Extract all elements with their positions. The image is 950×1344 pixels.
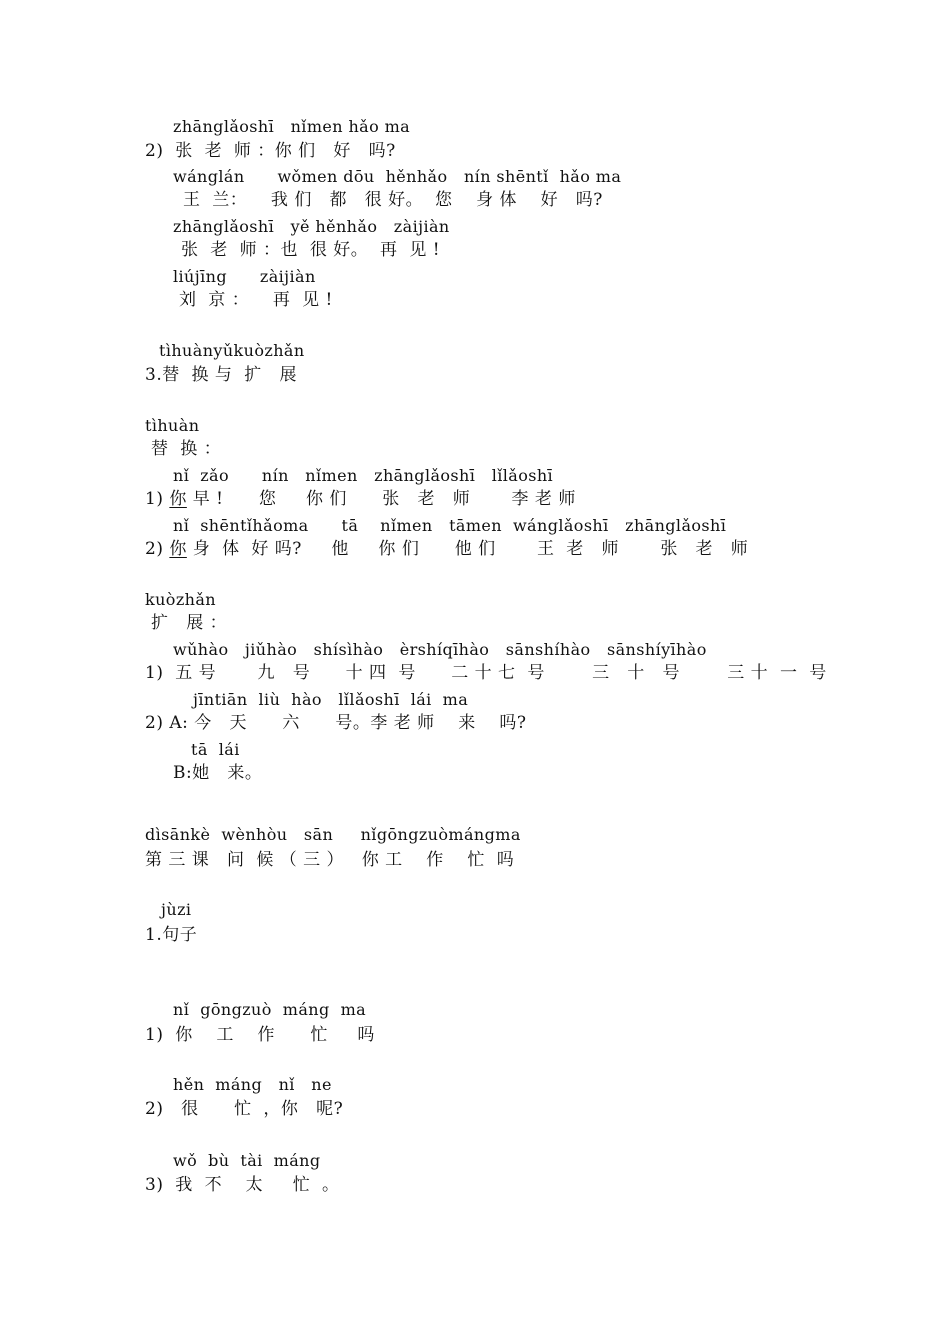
pinyin-line: zhānglǎoshī nǐmen hǎo ma: [173, 117, 411, 136]
pinyin-line: liújīng zàijiàn: [173, 267, 316, 286]
hanzi-line: 2) 张 老 师 ：你 们 好 吗?: [145, 141, 396, 161]
hanzi-line: 2) A: 今 天 六 号。李 老 师 来 吗?: [145, 713, 527, 733]
subheading: 扩 展 ：: [151, 613, 228, 633]
substitution-word: 你: [169, 489, 187, 509]
sentence-rest: 身 体 好 吗? 他 你 们 他 们 王 老 师 张 老 师: [186, 539, 749, 559]
section-title-pinyin: tìhuànyǔkuòzhǎn: [159, 341, 305, 360]
pinyin-line: nǐ gōngzuò máng ma: [173, 1000, 367, 1019]
subheading: 替 换 ：: [151, 439, 222, 459]
pinyin-line: jīntiān liù hào lǐlǎoshī lái ma: [193, 690, 469, 709]
pinyin-line: zhānglǎoshī yě hěnhǎo zàijiàn: [173, 217, 450, 236]
lesson-title: 第 三 课 问 候 （ 三 ） 你 工 作 忙 吗: [145, 850, 515, 870]
substitution-word: 你: [169, 539, 187, 559]
hanzi-line: B:她 来。: [173, 763, 263, 783]
hanzi-line: [145, 491, 576, 508]
subheading-pinyin: tìhuàn: [145, 416, 200, 435]
hanzi-line: 王 兰： 我 们 都 很 好。 您 身 体 好 吗?: [183, 190, 603, 210]
hanzi-line: 1) 你 工 作 忙 吗: [145, 1025, 375, 1045]
pinyin-line: nǐ shēntǐhǎoma tā nǐmen tāmen wánglǎoshī zhānglǎoshī: [173, 516, 727, 535]
pinyin-line: wánglán wǒmen dōu hěnhǎo nín shēntǐ hǎo ma: [173, 167, 622, 186]
item-number: 2): [145, 539, 164, 559]
hanzi-line: 1) 五 号 九 号 十 四 号 二 十 七 号 三 十 号 三 十 一 号: [145, 663, 827, 683]
subheading-pinyin: kuòzhǎn: [145, 590, 217, 609]
hanzi-line: 张 老 师 ：也 很 好。 再 见 !: [181, 240, 441, 260]
section-title-pinyin: jùzi: [161, 900, 192, 919]
section-title: 3.替 换 与 扩 展: [145, 365, 297, 385]
pinyin-line: hěn máng nǐ ne: [173, 1075, 332, 1094]
pinyin-line: nǐ zǎo nín nǐmen zhānglǎoshī lǐlǎoshī: [173, 466, 554, 485]
item-number: 1): [145, 489, 164, 509]
hanzi-line: 刘 京 ： 再 见 !: [179, 290, 333, 310]
section-title: 1.句子: [145, 925, 198, 945]
sentence-rest: 早 ! 您 你 们 张 老 师 李 老 师: [186, 489, 576, 509]
hanzi-line: 3) 我 不 太 忙 。: [145, 1175, 340, 1195]
pinyin-line: tā lái: [191, 740, 240, 759]
pinyin-line: wǒ bù tài máng: [173, 1151, 321, 1170]
hanzi-line: 2) 很 忙 ，你 呢?: [145, 1099, 344, 1119]
hanzi-line: [145, 541, 748, 558]
lesson-title-pinyin: dìsānkè wènhòu sān nǐgōngzuòmángma: [145, 825, 521, 844]
pinyin-line: wǔhào jiǔhào shísìhào èrshíqīhào sānshíhào sānshíyīhào: [173, 640, 707, 659]
